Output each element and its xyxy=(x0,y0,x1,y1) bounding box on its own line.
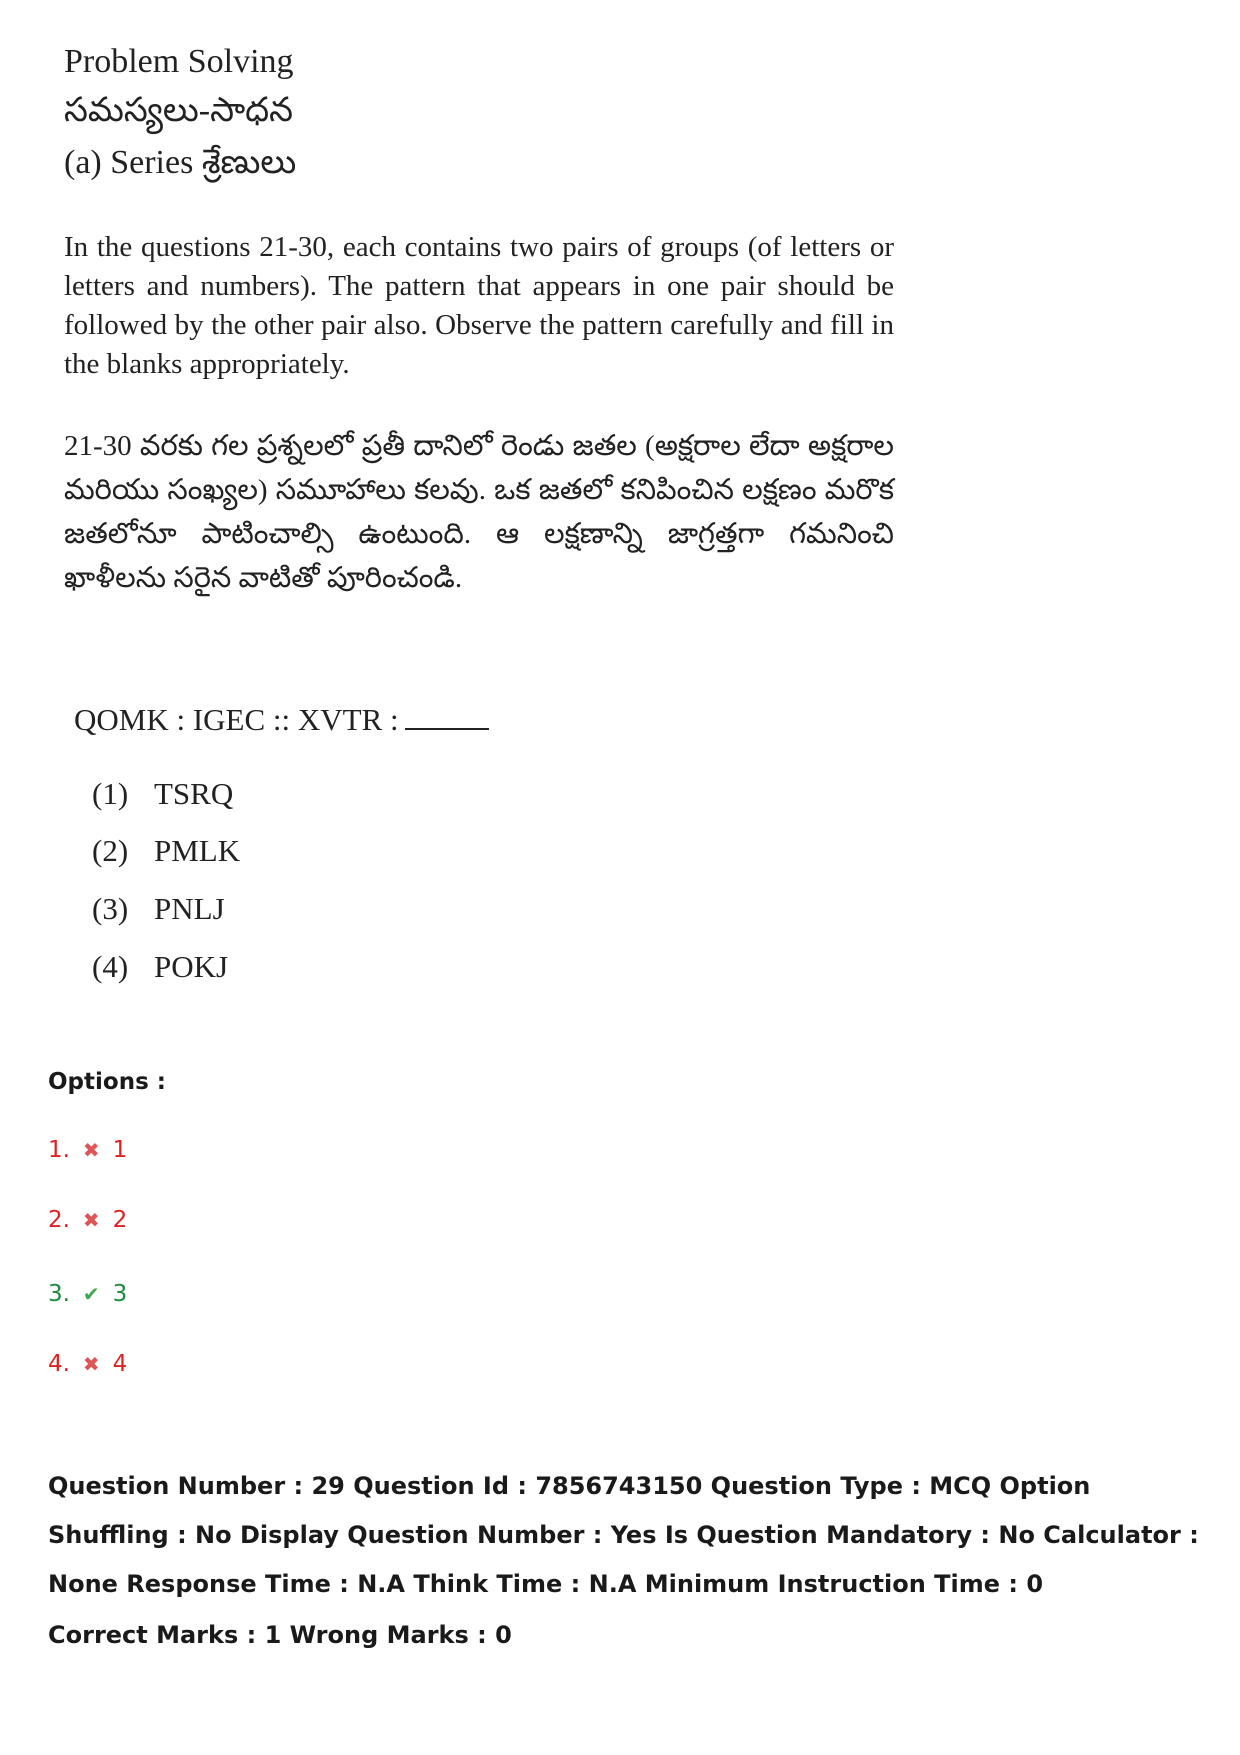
choice-number: (1) xyxy=(92,776,129,811)
choice-text: TSRQ xyxy=(154,776,234,811)
section-heading-telugu: సమస్యలు-సాధన xyxy=(64,92,294,129)
choice-number: (3) xyxy=(92,891,129,926)
option-1 xyxy=(48,1134,127,1166)
question-choice-3 xyxy=(92,889,225,929)
instructions-telugu: 21-30 వరకు గల ప్రశ్నలలో ప్రతీ దానిలో రెండు జతల (అక్షరాల లేదా అక్షరాల మరియు సంఖ్యల) సమూహాలు కలవు. ఒక జతలో కనిపించిన లక్షణం మరొక జతలోనూ పాటించాల్సి ఉంటుంది. ఆ లక్షణాన్ని జాగ్రత్తగా గమనించి ఖాళీలను సరైన వాటితో పూరించండి. xyxy=(64,430,894,594)
cross-icon: ✖ xyxy=(82,1352,100,1376)
choice-text: PMLK xyxy=(154,833,241,868)
choice-number: (2) xyxy=(92,833,129,868)
cross-icon: ✖ xyxy=(82,1138,100,1162)
option-number: 3. xyxy=(48,1281,70,1307)
question-choice-1 xyxy=(92,774,233,814)
option-2 xyxy=(48,1204,127,1236)
question-analogy: QOMK : IGEC :: XVTR : xyxy=(74,702,399,737)
subsection-heading: (a) Series శ్రేణులు xyxy=(64,144,297,181)
option-value: 2 xyxy=(112,1207,128,1233)
choice-text: POKJ xyxy=(154,949,229,984)
option-number: 1. xyxy=(48,1137,70,1163)
option-value: 4 xyxy=(112,1351,128,1377)
option-3 xyxy=(48,1278,127,1310)
answer-blank xyxy=(405,698,489,730)
option-number: 2. xyxy=(48,1207,70,1233)
question-metadata: Question Number : 29 Question Id : 7856743150 Question Type : MCQ Option Shuffling : No Display Question Number : Yes Is Question Mandatory : No Calculator : None Response Time : N.A Think Time : N.A Minimum Instruction Time : 0 xyxy=(48,1472,1199,1598)
options-label: Options : xyxy=(48,1069,166,1095)
question-choice-2 xyxy=(92,831,240,871)
section-heading-english: Problem Solving xyxy=(64,43,294,80)
question-choice-4 xyxy=(92,947,228,987)
question-text xyxy=(74,698,489,740)
option-value: 1 xyxy=(112,1137,128,1163)
option-value: 3 xyxy=(112,1281,128,1307)
instructions-english: In the questions 21-30, each contains two pairs of groups (of letters or letters and numbers). The pattern that appears in one pair should be followed by the other pair also. Observe the pattern carefully and fill in the blanks appropriately. xyxy=(64,231,894,380)
choice-text: PNLJ xyxy=(154,891,225,926)
check-icon: ✔ xyxy=(82,1282,100,1306)
option-number: 4. xyxy=(48,1351,70,1377)
cross-icon: ✖ xyxy=(82,1208,100,1232)
choice-number: (4) xyxy=(92,949,129,984)
option-4 xyxy=(48,1348,127,1380)
marks-info: Correct Marks : 1 Wrong Marks : 0 xyxy=(48,1621,512,1649)
